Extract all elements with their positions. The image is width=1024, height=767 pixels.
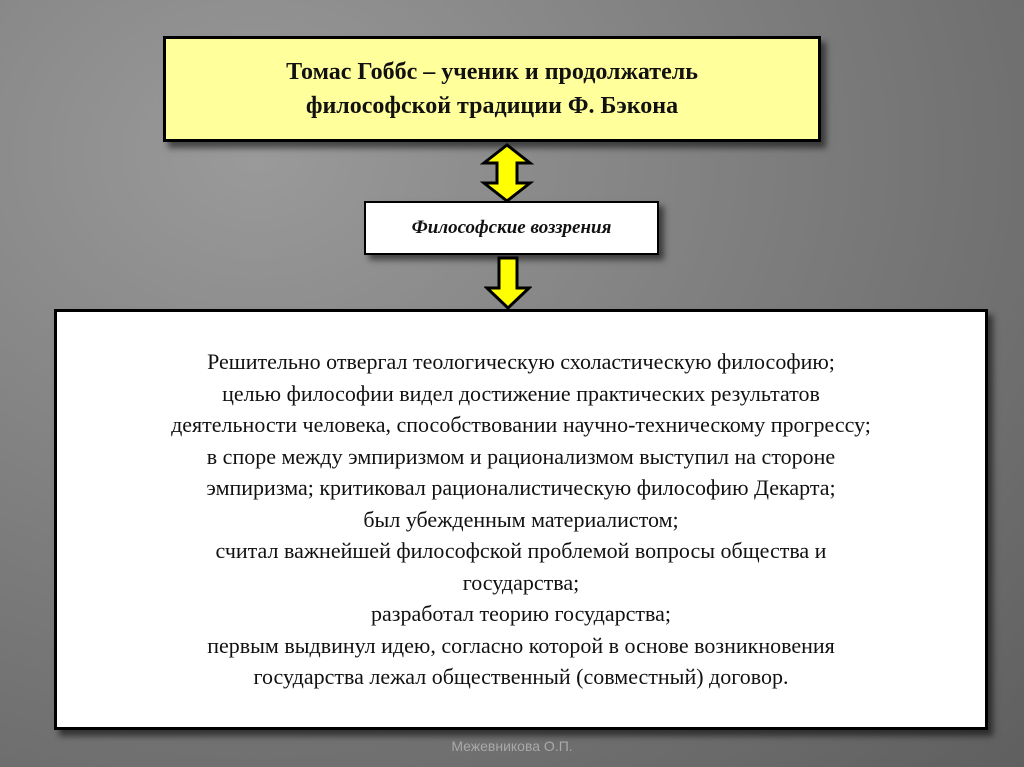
content-line: Решительно отвергал теологическую схоластическую философию; [207,349,835,375]
content-line: в споре между эмпиризмом и рационализмом выступил на стороне [206,443,836,469]
down-arrow-icon [484,256,532,310]
footer-author: Межевникова О.П. [451,738,573,754]
content-line: эмпиризма; критиковал рационалистическую философию Декарта; [206,475,836,501]
content-line: целью философии видел достижение практических результатов [222,380,820,406]
views-label: Философские воззрения [411,217,612,238]
content-line: считал важнейшей философской проблемой вопросы общества и [215,538,827,564]
title-box [163,36,821,142]
content-line: государства лежал общественный (совместный) договор. [253,664,789,690]
content-line: деятельности человека, способствовании научно-техническому прогрессу; [171,412,871,438]
views-label-box [364,201,659,255]
content-line: разработал теорию государства; [371,601,671,627]
title-line-2: философской традиции Ф. Бэкона [305,93,679,119]
title-line-1: Томас Гоббс – ученик и продолжатель [286,59,698,85]
content-box [54,309,988,730]
content-line: первым выдвинул идею, согласно которой в основе возникновения [207,632,835,658]
double-arrow-icon [480,143,534,203]
content-line: государства; [462,569,580,595]
content-line: был убежденным материалистом; [363,506,679,532]
